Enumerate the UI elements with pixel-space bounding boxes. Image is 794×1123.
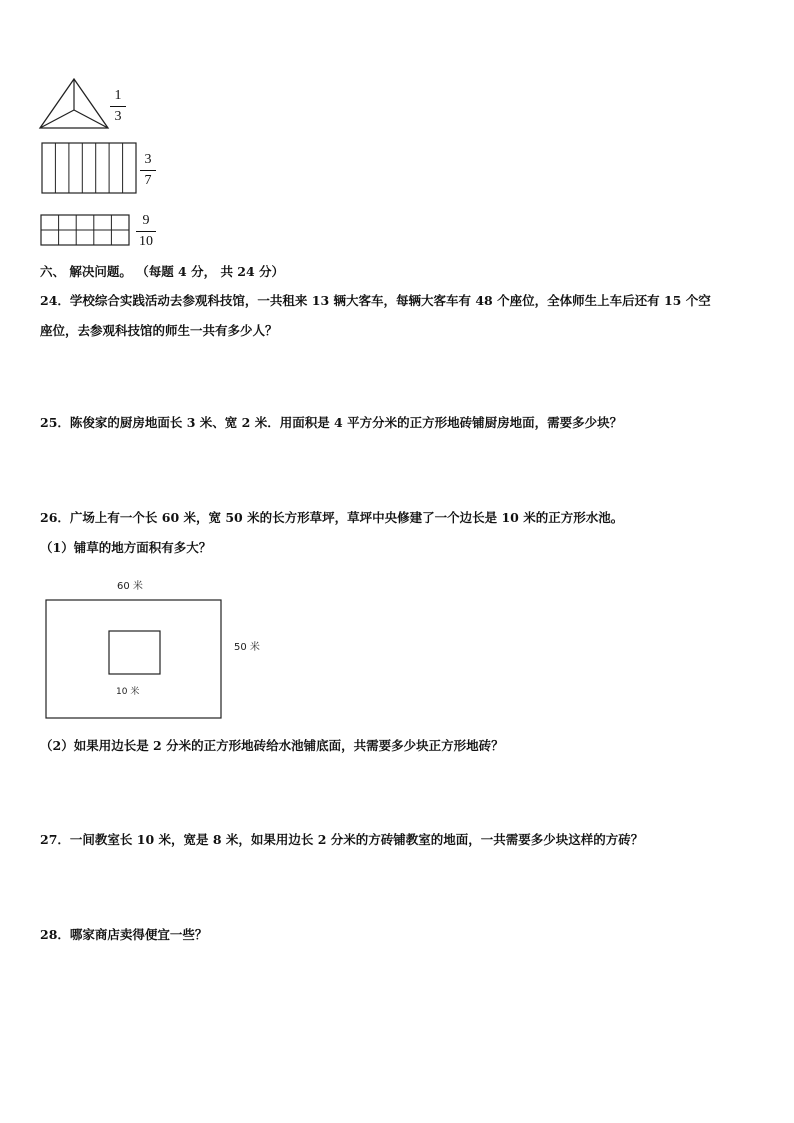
fraction-nine-tenths xyxy=(136,213,156,250)
question-24-line-2: 座位，去参观科技馆的师生一共有多少人？ xyxy=(40,323,278,338)
fraction-numerator: 1 xyxy=(114,88,122,103)
question-25: 25．陈俊家的厨房地面长 3 米、宽 2 米．用面积是 4 平方分米的正方形地砖铺厨房地面，需要多少块？ xyxy=(40,415,623,430)
question-26-sub-2: （2）如果用边长是 2 分米的正方形地砖给水池铺底面，共需要多少块正方形地砖？ xyxy=(40,738,504,753)
fraction-denominator: 10 xyxy=(139,234,153,249)
pool-label: 10 米 xyxy=(116,687,140,697)
question-28: 28．哪家商店卖得便宜一些？ xyxy=(40,927,208,942)
fraction-numerator: 3 xyxy=(144,152,152,167)
question-27: 27．一间教室长 10 米，宽是 8 米，如果用边长 2 分米的方砖铺教室的地面，一共需要多少块这样的方砖？ xyxy=(40,832,644,847)
question-26-sub-1: （1）铺草的地方面积有多大？ xyxy=(40,540,212,555)
fraction-numerator: 9 xyxy=(142,213,150,228)
length-label: 60 米 xyxy=(117,581,143,592)
question-24-line-1: 24．学校综合实践活动去参观科技馆，一共租来 13 辆大客车，每辆大客车有 48 个座位，全体师生上车后还有 15 个空 xyxy=(40,293,711,308)
fraction-denominator: 7 xyxy=(144,173,152,188)
fraction-denominator: 3 xyxy=(114,109,122,124)
section-heading: 六、 解决问题。 （每题 4 分， 共 24 分） xyxy=(40,264,285,279)
width-label: 50 米 xyxy=(234,642,260,653)
fraction-three-sevenths xyxy=(140,152,156,189)
question-26: 26．广场上有一个长 60 米，宽 50 米的长方形草坪，草坪中央修建了一个边长是 10 米的正方形水池。 xyxy=(40,510,624,525)
fraction-one-third xyxy=(110,88,126,125)
